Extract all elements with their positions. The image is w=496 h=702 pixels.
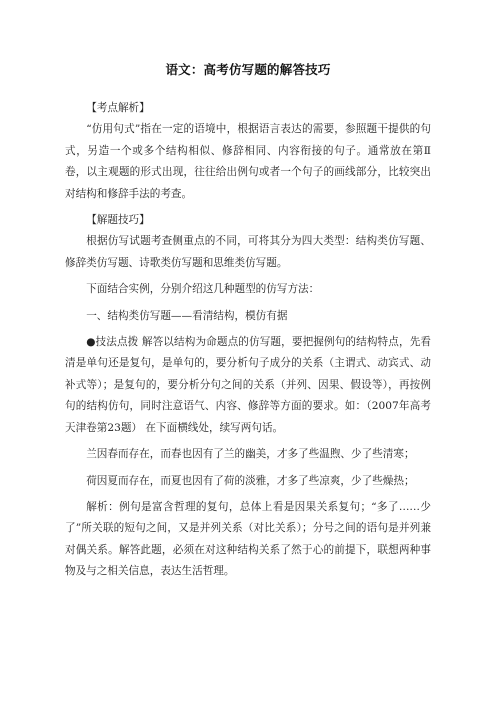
section-heading-analysis: 【考点解析】 — [86, 102, 150, 114]
subsection-heading-structure: 一、结构类仿写题——看清结构，模仿有据 — [86, 309, 288, 322]
example-sentence-orchid: 兰因春而存在，而春也因有了兰的幽美，才多了些温煦、少了些清寒； — [86, 448, 415, 461]
paragraph-analysis: 解析：例句是富含哲理的复句，总体上看是因果关系复句；“多了……少了”所关联的短句之间，又是并列关系（对比关系）；分号之间的语句是并列兼对偶关系。解答此题，必须在对这种结构关系了然于心的前提下，联想两种事物及与之相关信息，表达生活哲理。 — [65, 500, 431, 578]
paragraph-intro: 下面结合实例，分别介绍这几种题型的仿写方法： — [86, 283, 320, 296]
paragraph-method: ●技法点拨 解答以结构为命题点的仿写题，要把握例句的结构特点，先看清是单句还是复句，是单句的，要分析句子成分的关系（主谓式、动宾式、动补式等）；是复句的，要分析分句之间的关系（并列、因果、假设等），再按例句的结构仿句，同时注意语气、内容、修辞等方面的要求。如：（2007年高考天津卷第23题） 在下面横线处，续写两句话。 — [65, 336, 431, 434]
document-title: 语文：高考仿写题的解答技巧 — [165, 62, 331, 77]
paragraph-types: 根据仿写试题考查侧重点的不同，可将其分为四大类型：结构类仿写题、修辞类仿写题、诗歌类仿写题和思维类仿写题。 — [65, 235, 431, 269]
example-sentence-lotus: 荷因夏而存在，而夏也因有了荷的淡雅，才多了些凉爽，少了些燥热； — [86, 474, 415, 487]
document-body — [65, 62, 431, 583]
section-heading-techniques: 【解题技巧】 — [86, 214, 150, 227]
paragraph-definition: “仿用句式”指在一定的语境中，根据语言表达的需要，参照题干提供的句式，另造一个或多个结构相似、修辞相同、内容衔接的句子。通常放在第Ⅱ卷，以主观题的形式出现，往往给出例句或者一个句子的画线部分，比较突出对结构和修辞手法的考查。 — [65, 123, 431, 200]
